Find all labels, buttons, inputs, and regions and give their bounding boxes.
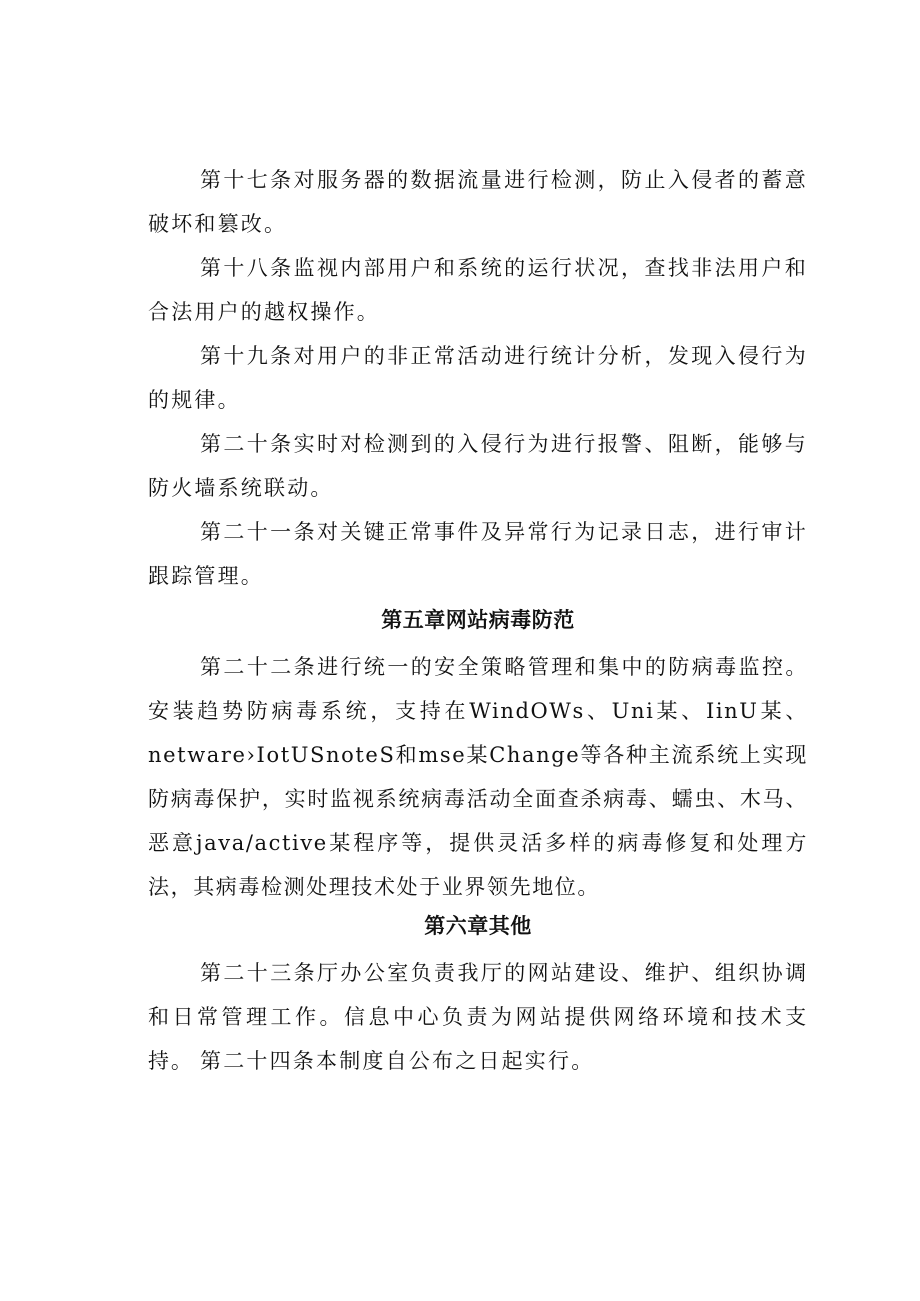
article-24-paragraph: 第二十四条本制度自公布之日起实行。	[200, 1049, 595, 1073]
chapter-5-heading: 第五章网站病毒防范	[381, 608, 575, 632]
article-22-paragraph: 第二十二条进行统一的安全策略管理和集中的防病毒监控。安装趋势防病毒系统，支持在WindOWs、Uni某、IinU某、netware›IotUSnoteS和mse某Change等各种主流系统上实现防病毒保护，实时监视系统病毒活动全面查杀病毒、蠕虫、木马、恶意java/active某程序等，提供灵活多样的病毒修复和处理方法，其病毒检测处理技术处于业界领先地位。	[148, 655, 808, 899]
article-23-paragraph: 第二十三条厅办公室负责我厅的网站建设、维护、组织协调和日常管理工作。信息中心负责为网站提供网络环境和技术支持。	[148, 961, 808, 1073]
article-20-paragraph: 第二十条实时对检测到的入侵行为进行报警、阻断，能够与防火墙系统联动。	[148, 432, 808, 500]
article-21-paragraph: 第二十一条对关键正常事件及异常行为记录日志，进行审计跟踪管理。	[148, 520, 808, 588]
article-17-paragraph: 第十七条对服务器的数据流量进行检测，防止入侵者的蓄意破坏和篡改。	[148, 168, 808, 236]
chapter-6-heading: 第六章其他	[424, 914, 532, 938]
article-19-paragraph: 第十九条对用户的非正常活动进行统计分析，发现入侵行为的规律。	[148, 344, 808, 412]
article-18-paragraph: 第十八条监视内部用户和系统的运行状况，查找非法用户和合法用户的越权操作。	[148, 256, 808, 324]
